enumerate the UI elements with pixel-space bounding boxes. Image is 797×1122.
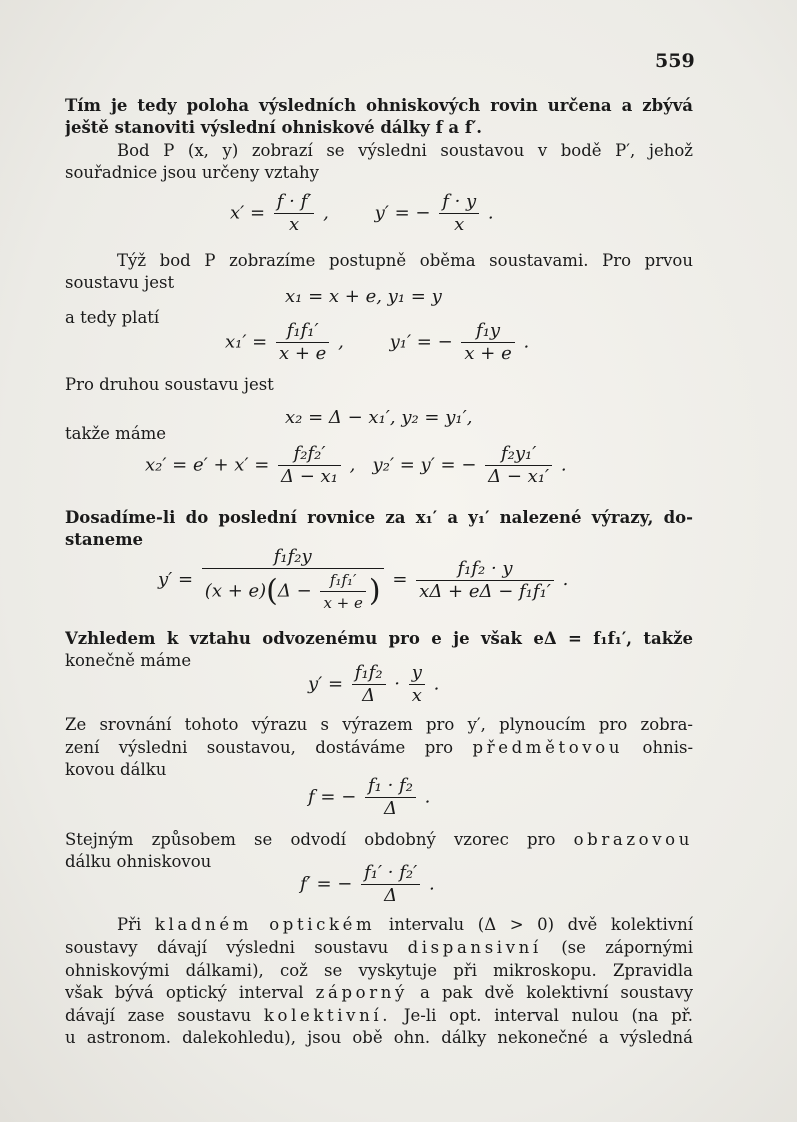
equation-4: x₂ = Δ − x₁′, y₂ = y₁′, bbox=[285, 407, 473, 428]
text-line: staneme bbox=[65, 530, 144, 549]
text-line: Tím je tedy poloha výsledních ohniskových rovin určena a zbývá bbox=[65, 96, 693, 115]
page-number: 559 bbox=[655, 50, 695, 72]
text-line: Bod P (x, y) zobrazí se výsledni soustavou v bodě P′, jehož bbox=[117, 141, 693, 160]
equation-9: f′ = − $\frac{\text{f₁′ · f₂′}}{\Delta}$ . bbox=[300, 862, 435, 906]
text-line: dávají zase soustavu kolektivní. Je-li opt. interval nulou (na př. bbox=[65, 1006, 693, 1025]
text-line: Týž bod P zobrazíme postupně oběma soustavami. Pro prvou bbox=[117, 251, 693, 270]
text-line: a tedy platí bbox=[65, 308, 160, 327]
text-line: ohniskovými dálkami), což se vyskytuje při mikroskopu. Zpravidla bbox=[65, 961, 693, 980]
equation-5: x₂′ = e′ + x′ = $\frac{\text{f₂f₂′}}{\text{Δ − x₁}}$ , y₂′ = y′ = − $\frac{\text{f₂y₁′}}{\text{Δ − x₁′}}$ . bbox=[145, 443, 567, 487]
text-line: takže máme bbox=[65, 424, 167, 443]
text-line: Pro druhou soustavu jest bbox=[65, 375, 274, 394]
text-line: konečně máme bbox=[65, 651, 192, 670]
equation-3: x₁′ = $\frac{\text{f₁f₁′}}{x + e}$ , y₁′ = − $\frac{\text{f₁y}}{x + e}$ . bbox=[225, 320, 530, 364]
text-line: Stejným způsobem se odvodí obdobný vzorec pro obrazovou bbox=[65, 830, 693, 849]
text-line: Při kladném optickém intervalu (Δ > 0) dvě kolektivní bbox=[117, 915, 693, 934]
equation-8: f = − $\frac{\text{f₁ · f₂}}{\Delta}$ . bbox=[308, 775, 431, 819]
equation-1: x′ = $\frac{f \cdot f'}{x}$ , y′ = − $\frac{f \cdot y}{x}$ . bbox=[230, 191, 494, 235]
text-line: Dosadíme-li do poslední rovnice za x₁′ a y₁′ nalezené výrazy, do- bbox=[65, 508, 693, 527]
text-line: dálku ohniskovou bbox=[65, 852, 212, 871]
text-line: Ze srovnání tohoto výrazu s výrazem pro y′, plynoucím pro zobra- bbox=[65, 715, 693, 734]
text-line: však bývá optický interval záporný a pak dvě kolektivní soustavy bbox=[65, 983, 693, 1002]
text-line: ještě stanoviti výslední ohniskové dálky f a f′. bbox=[65, 118, 483, 137]
text-line: kovou dálku bbox=[65, 760, 167, 779]
text-line: soustavy dávají výsledni soustavu dispansivní (se zápornými bbox=[65, 938, 693, 957]
text-line: zení výsledni soustavou, dostáváme pro předmětovou ohnis- bbox=[65, 738, 693, 757]
equation-2: x₁ = x + e, y₁ = y bbox=[285, 286, 442, 307]
text-line: Vzhledem k vztahu odvozenému pro e je však eΔ = f₁f₁′, takže bbox=[65, 629, 693, 648]
text-line: u astronom. dalekohledu), jsou obě ohn. dálky nekonečné a výsledná bbox=[65, 1028, 693, 1047]
text-line: souřadnice jsou určeny vztahy bbox=[65, 163, 320, 182]
text-line: soustavu jest bbox=[65, 273, 175, 292]
equation-6: y′ = f₁f₂y (x + e)(Δ − $\frac{\text{f₁f₁′}}{x + e}$ ) = $\frac{\text{f₁f₂ · y}}{\text{xΔ + eΔ − f₁f₁′}}$ . bbox=[158, 546, 569, 612]
equation-7: y′ = $\frac{\text{f₁f₂}}{\Delta}$ · $\frac{y}{x}$ . bbox=[308, 662, 440, 706]
